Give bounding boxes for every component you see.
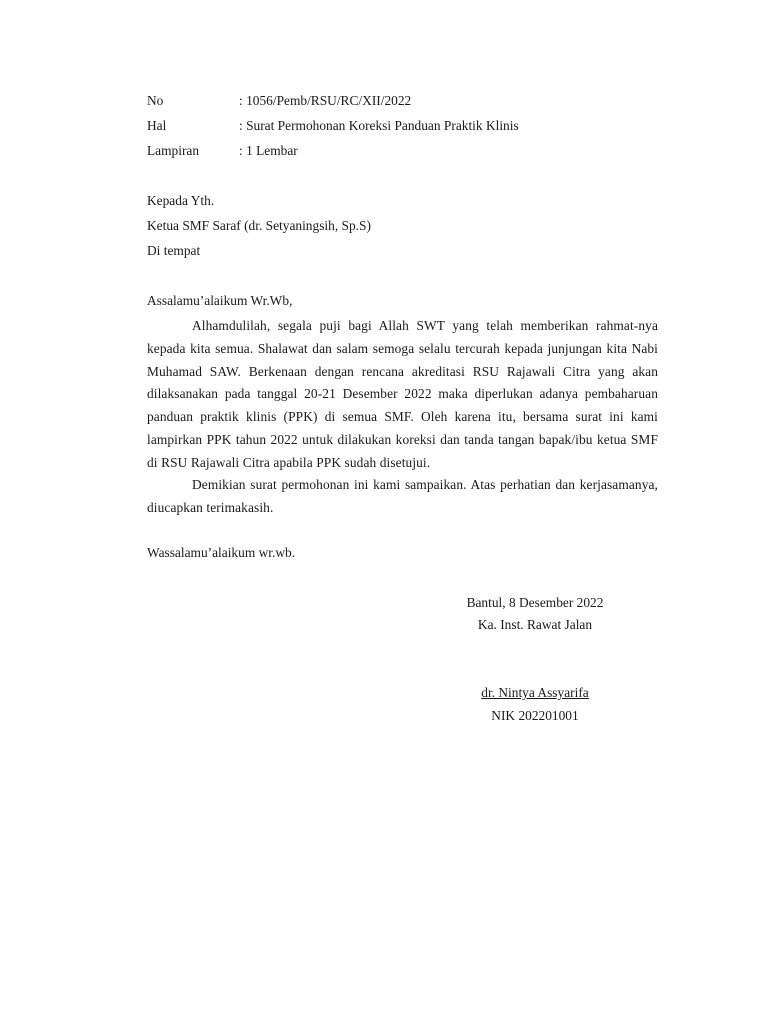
signer-nik: NIK 202201001	[491, 708, 579, 723]
letter-number-label: No	[147, 93, 164, 108]
signature-position: Ka. Inst. Rawat Jalan	[477, 617, 593, 632]
recipient-location: Di tempat	[147, 243, 201, 258]
body-paragraph-1: Alhamdulilah, segala puji bagi Allah SWT yang telah memberikan rahmat-nya kepada kita semua. Shalawat dan salam semoga selalu tercurah kepada junjungan kita Nabi Muhamad SAW. Berkenaan dengan rencana akreditasi RSU Rajawali Citra yang akan dilaksanakan pada tanggal 20-21 Desember 2022 maka diperlukan adanya pembaharuan panduan praktik klinis (PPK) di semua SMF. Oleh karena itu, bersama surat ini kami lampirkan PPK tahun 2022 untuk dilakukan koreksi dan tanda tangan bapak/ibu ketua SMF di RSU Rajawali Citra apabila PPK sudah disetujui.	[147, 318, 658, 470]
letter-number-value: : 1056/Pemb/RSU/RC/XII/2022	[239, 93, 412, 108]
letter-attachment-label: Lampiran	[147, 143, 200, 158]
greeting: Assalamu’alaikum Wr.Wb,	[147, 293, 293, 308]
recipient-name: Ketua SMF Saraf (dr. Setyaningsih, Sp.S)	[147, 218, 371, 233]
letter-attachment-value: : 1 Lembar	[239, 143, 298, 158]
body-paragraph-2: Demikian surat permohonan ini kami sampaikan. Atas perhatian dan kerjasamanya, diucapkan terimakasih.	[147, 477, 658, 515]
letter-subject-label: Hal	[147, 118, 167, 133]
closing-salutation: Wassalamu’alaikum wr.wb.	[147, 545, 296, 560]
letter-attachment-row	[147, 141, 298, 161]
letter-subject-value: : Surat Permohonan Koreksi Panduan Praktik Klinis	[239, 118, 519, 133]
signature-place-date: Bantul, 8 Desember 2022	[466, 595, 604, 610]
letter-number-row	[147, 91, 411, 111]
letter-subject-row	[147, 116, 519, 136]
recipient-salutation: Kepada Yth.	[147, 193, 215, 208]
letter-body	[147, 315, 658, 520]
signer-name: dr. Nintya Assyarifa	[481, 685, 589, 700]
